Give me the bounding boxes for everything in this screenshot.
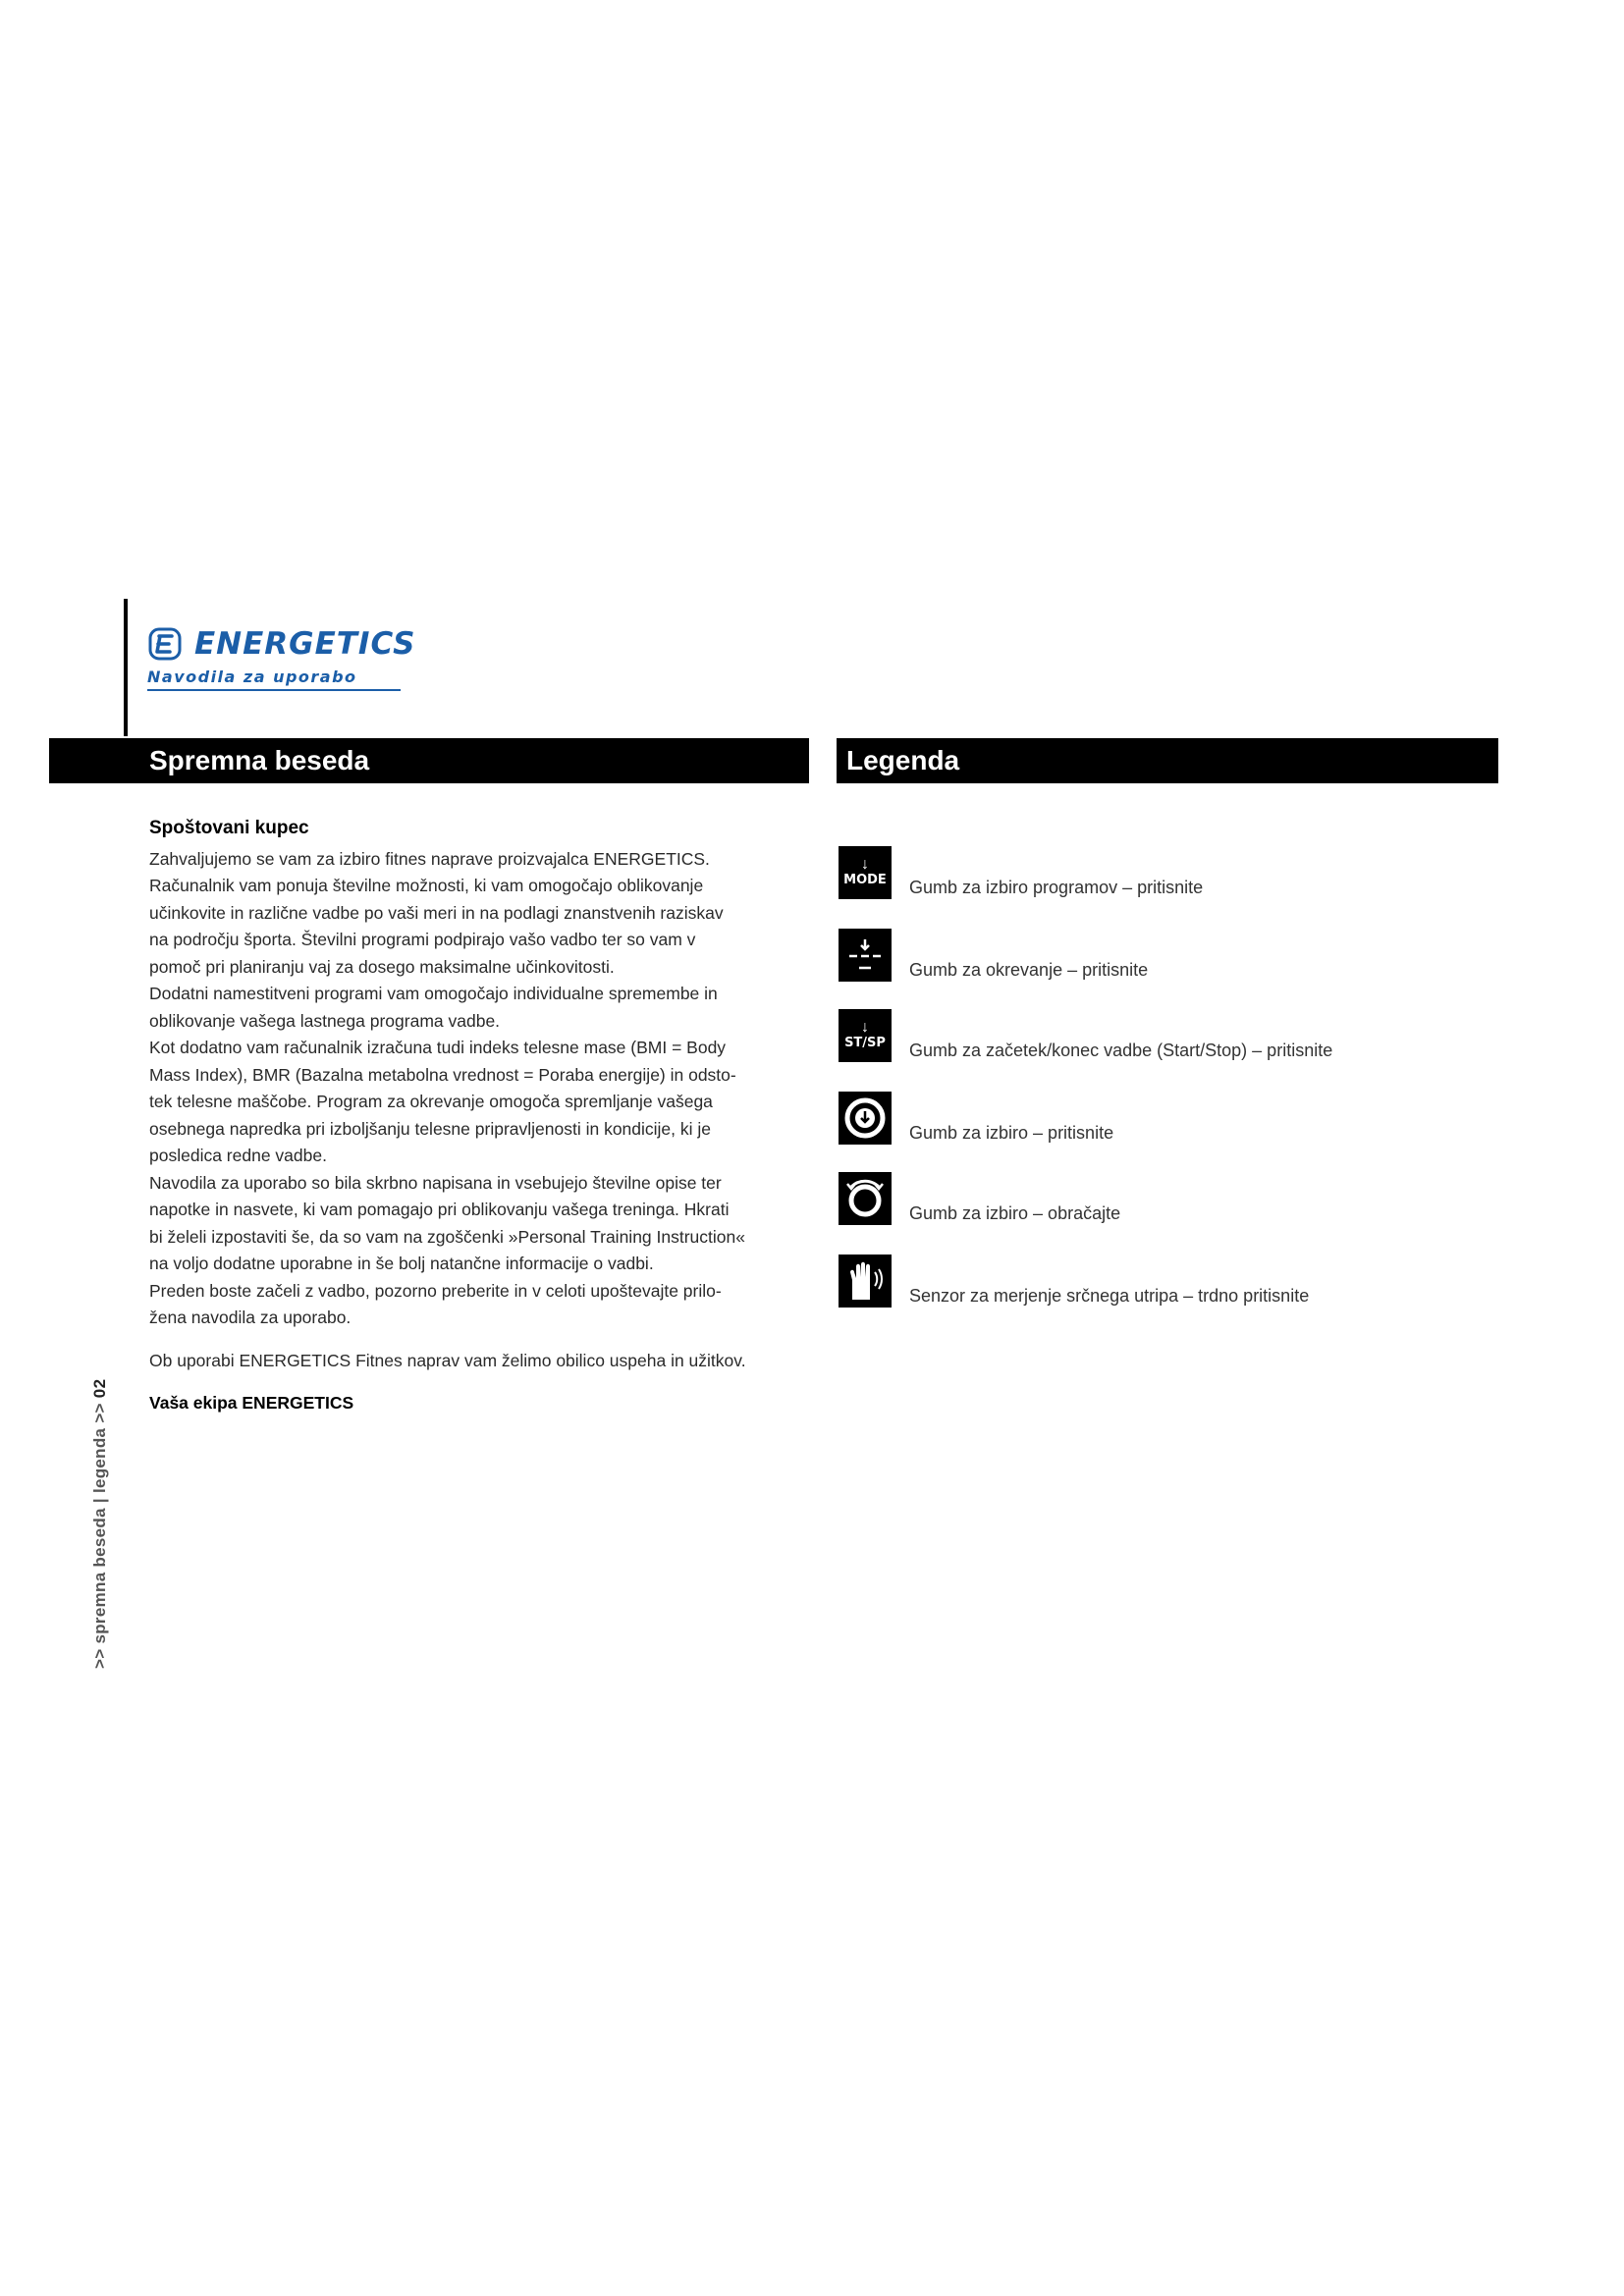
recovery-button-icon [839, 929, 892, 982]
foreword-line: na področju športa. Številni programi podpirajo vašo vadbo ter so vam v [149, 930, 696, 949]
foreword-line: Kot dodatno vam računalnik izračuna tudi indeks telesne mase (BMI = Body [149, 1038, 727, 1057]
section-title-legend: Legenda [837, 738, 1498, 783]
legend-item-mode [837, 846, 1504, 901]
legend-item-dial-press [837, 1092, 1504, 1147]
foreword-line: Dodatni namestitveni programi vam omogočajo individualne spremembe in [149, 984, 718, 1003]
legend-item-recovery [837, 929, 1504, 984]
mode-button-icon: ↓ MODE [839, 846, 892, 899]
foreword-signature: Vaša ekipa ENERGETICS [149, 1393, 354, 1413]
energetics-logo-icon [147, 626, 183, 662]
brand-underline [147, 689, 401, 691]
legend-item-text: Gumb za izbiro – obračajte [909, 1203, 1121, 1223]
foreword-line: tek telesne maščobe. Program za okrevanje omogoča spremljanje vašega [149, 1092, 713, 1111]
dial-rotate-icon [839, 1172, 892, 1225]
foreword-line: Preden boste začeli z vadbo, pozorno preberite in v celoti upoštevajte prilo- [149, 1280, 722, 1301]
foreword-body [149, 815, 807, 1417]
foreword-line: posledica redne vadbe. [149, 1146, 327, 1165]
legend-item-pulse-sensor [837, 1255, 1504, 1309]
legend-item-text: Gumb za izbiro programov – pritisnite [909, 878, 1204, 897]
brand-subtitle: Navodila za uporabo [147, 667, 357, 686]
brand-logo [147, 618, 416, 693]
foreword-line: Računalnik vam ponuja številne možnosti, ki vam omogočajo oblikovanje [149, 876, 704, 895]
page-number: 02 [90, 1378, 109, 1399]
section-title-foreword: Spremna beseda [49, 738, 809, 783]
foreword-line: osebnega napredka pri izboljšanju telesne pripravljenosti in kondicije, ki je [149, 1118, 712, 1139]
dial-press-icon [839, 1092, 892, 1145]
header-vertical-rule [124, 599, 128, 736]
foreword-line: Mass Index), BMR (Bazalna metabolna vrednost = Poraba energije) in odsto- [149, 1064, 736, 1085]
foreword-line: Navodila za uporabo so bila skrbno napisana in vsebujejo številne opise ter [149, 1172, 722, 1193]
foreword-heading: Spoštovani kupec [149, 818, 309, 838]
start-stop-button-icon: ↓ ST/SP [839, 1009, 892, 1062]
foreword-line: žena navodila za uporabo. [149, 1308, 352, 1327]
legend-item-text: Gumb za začetek/konec vadbe (Start/Stop) – pritisnite [909, 1041, 1333, 1060]
foreword-line: napotke in nasvete, ki vam pomagajo pri oblikovanju vašega treninga. Hkrati [149, 1200, 730, 1219]
legend-item-dial-rotate [837, 1172, 1504, 1227]
side-nav-text: >> spremna beseda | legenda >> [90, 1403, 109, 1669]
foreword-closing: Ob uporabi ENERGETICS Fitnes naprav vam želimo obilico uspeha in užitkov. [149, 1350, 746, 1370]
hand-pulse-sensor-icon [839, 1255, 892, 1308]
foreword-line: učinkovite in različne vadbe po vaši meri in na podlagi znanstvenih raziskav [149, 902, 724, 923]
foreword-line: na voljo dodatne uporabne in še bolj natančne informacije o vadbi. [149, 1254, 654, 1273]
foreword-line: bi želeli izpostaviti še, da so vam na zgoščenki »Personal Training Instruction« [149, 1226, 745, 1247]
legend-item-text: Gumb za okrevanje – pritisnite [909, 960, 1149, 980]
side-page-navigation [90, 1315, 116, 1669]
foreword-line: oblikovanje vašega lastnega programa vadbe. [149, 1010, 501, 1031]
foreword-line: Zahvaljujemo se vam za izbiro fitnes naprave proizvajalca ENERGETICS. [149, 848, 710, 869]
legend-item-start-stop [837, 1009, 1504, 1064]
legend-item-text: Gumb za izbiro – pritisnite [909, 1123, 1114, 1143]
brand-name: ENERGETICS [194, 626, 416, 662]
foreword-line: pomoč pri planiranju vaj za dosego maksimalne učinkovitosti. [149, 956, 615, 977]
legend-item-text: Senzor za merjenje srčnega utripa – trdno pritisnite [909, 1286, 1310, 1306]
